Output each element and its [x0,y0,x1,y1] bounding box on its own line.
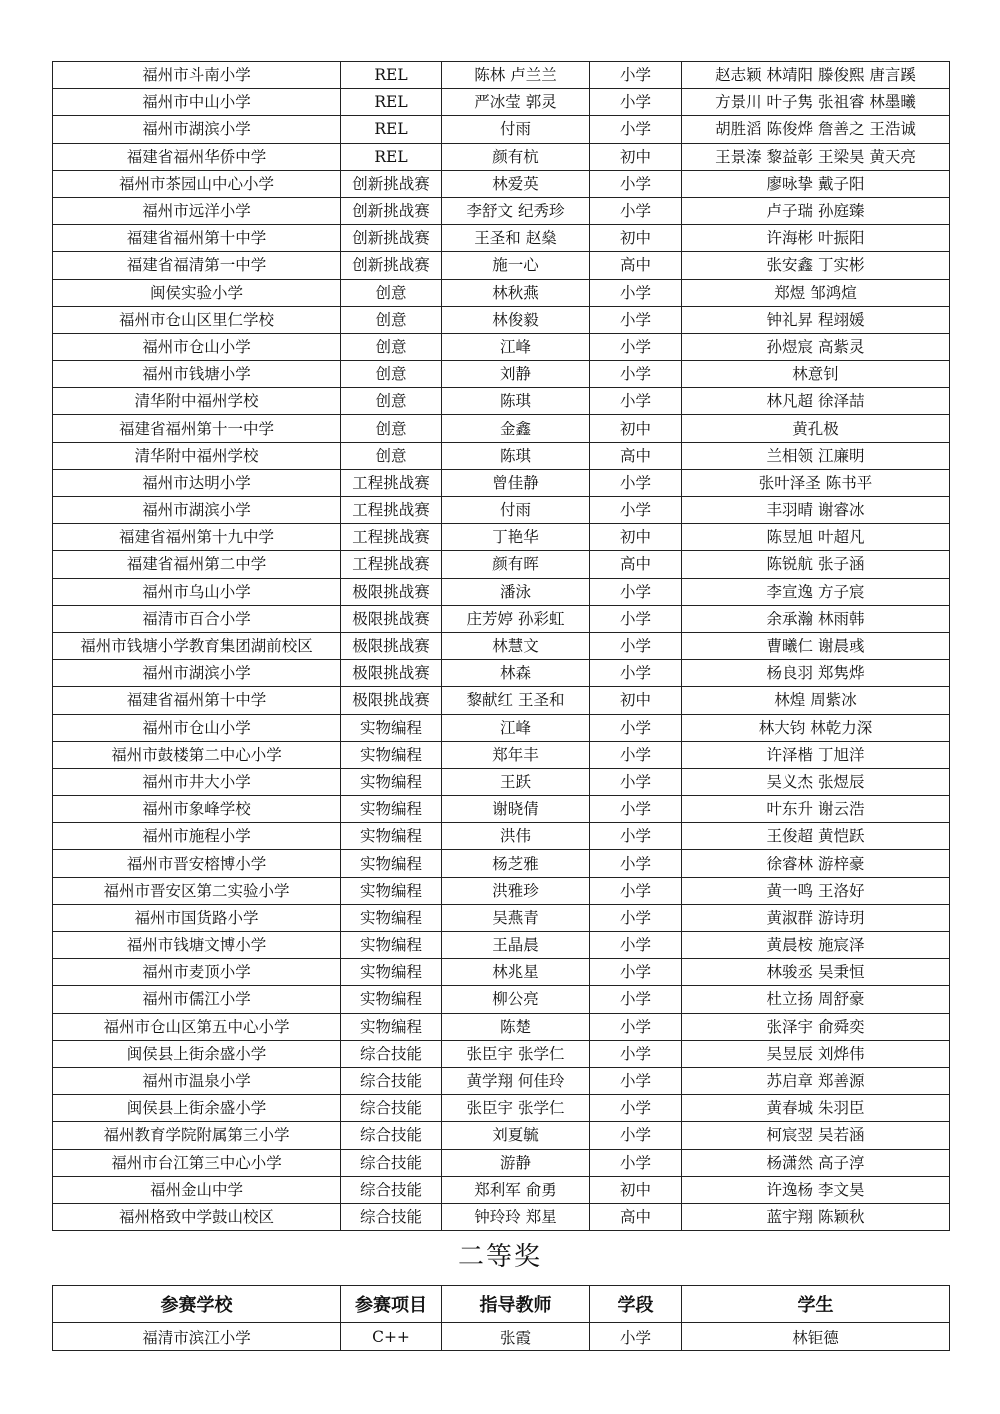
school-cell: 福州市晋安榕博小学 [53,850,341,877]
students-cell: 林煌 周紫冰 [682,687,950,714]
table-row [53,1095,950,1122]
table-row [53,768,950,795]
table-row [53,62,950,89]
students-cell: 吴义杰 张煜辰 [682,768,950,795]
teacher-cell: 谢晓倩 [442,796,590,823]
students-cell: 赵志颖 林靖阳 滕俊熙 唐言蹊 [682,62,950,89]
teacher-cell: 刘静 [442,361,590,388]
teacher-cell: 江峰 [442,714,590,741]
students-cell: 张泽宇 俞舜奕 [682,1013,950,1040]
event-cell: 综合技能 [341,1122,442,1149]
stage-cell: 小学 [590,823,682,850]
stage-cell: 小学 [590,361,682,388]
students-cell: 吴昱辰 刘烨伟 [682,1040,950,1067]
students-cell: 钟礼昇 程翊媛 [682,306,950,333]
table-row [53,361,950,388]
school-cell: 福州市钱塘小学教育集团湖前校区 [53,632,341,659]
students-cell: 林钜德 [682,1323,950,1351]
stage-cell: 小学 [590,850,682,877]
school-cell: 闽侯县上街余盛小学 [53,1040,341,1067]
school-cell: 福州市晋安区第二实验小学 [53,877,341,904]
school-cell: 福州市儒江小学 [53,986,341,1013]
first-prize-table-body [53,62,950,1231]
teacher-cell: 陈琪 [442,442,590,469]
stage-cell: 初中 [590,225,682,252]
event-cell: 实物编程 [341,904,442,931]
students-cell: 曹曦仁 谢晨彧 [682,632,950,659]
event-cell: 实物编程 [341,932,442,959]
school-cell: 福建省福州第十中学 [53,225,341,252]
students-cell: 黄晨桉 施宸泽 [682,932,950,959]
students-cell: 陈昱旭 叶超凡 [682,524,950,551]
students-cell: 林骏丞 吴秉恒 [682,959,950,986]
stage-cell: 小学 [590,1040,682,1067]
event-cell: 综合技能 [341,1040,442,1067]
students-cell: 王景溱 黎益彰 王梁昊 黄天亮 [682,143,950,170]
teacher-cell: 陈楚 [442,1013,590,1040]
students-cell: 徐睿林 游梓豪 [682,850,950,877]
table-row [53,605,950,632]
teacher-cell: 吴燕青 [442,904,590,931]
students-cell: 余承瀚 林雨韩 [682,605,950,632]
table-row [53,442,950,469]
table-row [53,986,950,1013]
students-cell: 许逸杨 李文昊 [682,1176,950,1203]
event-cell: 工程挑战赛 [341,469,442,496]
event-cell: 工程挑战赛 [341,497,442,524]
event-cell: 工程挑战赛 [341,524,442,551]
school-cell: 福州市湖滨小学 [53,497,341,524]
table-row [53,823,950,850]
table-row [53,1122,950,1149]
school-cell: 福州市温泉小学 [53,1067,341,1094]
table-row [53,551,950,578]
school-cell: 福州市麦顶小学 [53,959,341,986]
table-row [53,1149,950,1176]
teacher-cell: 林慧文 [442,632,590,659]
students-cell: 张安鑫 丁实彬 [682,252,950,279]
table-header-row [53,1286,950,1323]
stage-cell: 小学 [590,796,682,823]
stage-cell: 高中 [590,442,682,469]
stage-cell: 小学 [590,986,682,1013]
table-row [53,796,950,823]
event-cell: 工程挑战赛 [341,551,442,578]
school-cell: 福清市百合小学 [53,605,341,632]
event-cell: 实物编程 [341,768,442,795]
table-row [53,850,950,877]
teacher-cell: 刘夏毓 [442,1122,590,1149]
header-stage: 学段 [590,1286,682,1323]
table-row [53,578,950,605]
school-cell: 福州市鼓楼第二中心小学 [53,741,341,768]
stage-cell: 小学 [590,578,682,605]
event-cell: 创新挑战赛 [341,170,442,197]
stage-cell: 小学 [590,170,682,197]
students-cell: 王俊超 黄恺跃 [682,823,950,850]
table-row [53,197,950,224]
event-cell: 实物编程 [341,877,442,904]
stage-cell: 小学 [590,1067,682,1094]
teacher-cell: 庄芳婷 孙彩虹 [442,605,590,632]
school-cell: 福建省福州第十中学 [53,687,341,714]
stage-cell: 小学 [590,333,682,360]
students-cell: 黄一鸣 王洛好 [682,877,950,904]
teacher-cell: 张臣宇 张学仁 [442,1040,590,1067]
table-row [53,143,950,170]
stage-cell: 初中 [590,1176,682,1203]
school-cell: 福州市象峰学校 [53,796,341,823]
students-cell: 杜立扬 周舒豪 [682,986,950,1013]
school-cell: 福州市施程小学 [53,823,341,850]
school-cell: 福州市钱塘小学 [53,361,341,388]
teacher-cell: 钟玲玲 郑星 [442,1203,590,1230]
table-row [53,632,950,659]
school-cell: 福州市湖滨小学 [53,660,341,687]
table-row [53,225,950,252]
header-teacher: 指导教师 [442,1286,590,1323]
school-cell: 福州市台江第三中心小学 [53,1149,341,1176]
school-cell: 清华附中福州学校 [53,442,341,469]
event-cell: REL [341,143,442,170]
table-row [53,252,950,279]
stage-cell: 小学 [590,959,682,986]
stage-cell: 小学 [590,768,682,795]
event-cell: 实物编程 [341,986,442,1013]
students-cell: 陈锐航 张子涵 [682,551,950,578]
school-cell: 福州市仓山小学 [53,333,341,360]
school-cell: 福州市国货路小学 [53,904,341,931]
event-cell: 创新挑战赛 [341,252,442,279]
stage-cell: 小学 [590,932,682,959]
students-cell: 杨良羽 郑隽烨 [682,660,950,687]
school-cell: 闽侯县上街余盛小学 [53,1095,341,1122]
stage-cell: 小学 [590,1013,682,1040]
school-cell: 福州市井大小学 [53,768,341,795]
event-cell: 创意 [341,361,442,388]
table-row [53,1013,950,1040]
table-row [53,279,950,306]
students-cell: 林凡超 徐泽喆 [682,388,950,415]
event-cell: 创意 [341,306,442,333]
school-cell: 闽侯实验小学 [53,279,341,306]
table-row [53,687,950,714]
school-cell: 福建省福州第十一中学 [53,415,341,442]
table-row [53,1203,950,1230]
school-cell: 福州市乌山小学 [53,578,341,605]
stage-cell: 小学 [590,62,682,89]
event-cell: 综合技能 [341,1203,442,1230]
students-cell: 杨潇然 高子淳 [682,1149,950,1176]
students-cell: 林大钧 林乾力深 [682,714,950,741]
stage-cell: 小学 [590,660,682,687]
table-row [53,932,950,959]
event-cell: 创意 [341,333,442,360]
event-cell: 创意 [341,442,442,469]
stage-cell: 小学 [590,877,682,904]
event-cell: 实物编程 [341,1013,442,1040]
students-cell: 苏启章 郑善源 [682,1067,950,1094]
school-cell: 清华附中福州学校 [53,388,341,415]
table-row [53,89,950,116]
stage-cell: 小学 [590,1122,682,1149]
stage-cell: 高中 [590,551,682,578]
students-cell: 林意钊 [682,361,950,388]
school-cell: 福州格致中学鼓山校区 [53,1203,341,1230]
stage-cell: 小学 [590,497,682,524]
event-cell: 极限挑战赛 [341,687,442,714]
event-cell: REL [341,89,442,116]
stage-cell: 小学 [590,197,682,224]
school-cell: 福州市钱塘文博小学 [53,932,341,959]
school-cell: 福建省福州第十九中学 [53,524,341,551]
teacher-cell: 陈琪 [442,388,590,415]
table-row [53,959,950,986]
stage-cell: 小学 [590,1095,682,1122]
first-prize-table [52,61,950,1231]
students-cell: 李宣逸 方子宸 [682,578,950,605]
event-cell: 实物编程 [341,959,442,986]
students-cell: 廖咏挚 戴子阳 [682,170,950,197]
event-cell: 创新挑战赛 [341,197,442,224]
students-cell: 黄淑群 游诗玥 [682,904,950,931]
teacher-cell: 江峰 [442,333,590,360]
school-cell: 福建省福州华侨中学 [53,143,341,170]
students-cell: 黄孔极 [682,415,950,442]
stage-cell: 小学 [590,714,682,741]
students-cell: 张叶泽圣 陈书平 [682,469,950,496]
students-cell: 孙煜宸 高紫灵 [682,333,950,360]
stage-cell: 小学 [590,306,682,333]
students-cell: 胡胜滔 陈俊烨 詹善之 王浩诚 [682,116,950,143]
event-cell: 极限挑战赛 [341,660,442,687]
school-cell: 福州市湖滨小学 [53,116,341,143]
teacher-cell: 施一心 [442,252,590,279]
stage-cell: 小学 [590,89,682,116]
teacher-cell: 丁艳华 [442,524,590,551]
school-cell: 福州市达明小学 [53,469,341,496]
stage-cell: 高中 [590,1203,682,1230]
teacher-cell: 黎献红 王圣和 [442,687,590,714]
event-cell: 实物编程 [341,823,442,850]
teacher-cell: 潘泳 [442,578,590,605]
event-cell: 综合技能 [341,1149,442,1176]
teacher-cell: 曾佳静 [442,469,590,496]
event-cell: 综合技能 [341,1176,442,1203]
stage-cell: 小学 [590,605,682,632]
students-cell: 方景川 叶子隽 张祖睿 林墨曦 [682,89,950,116]
students-cell: 许海彬 叶振阳 [682,225,950,252]
teacher-cell: 林秋燕 [442,279,590,306]
students-cell: 郑煜 邹鸿煊 [682,279,950,306]
school-cell: 福州金山中学 [53,1176,341,1203]
event-cell: 极限挑战赛 [341,605,442,632]
teacher-cell: 李舒文 纪秀珍 [442,197,590,224]
school-cell: 福州市斗南小学 [53,62,341,89]
event-cell: 极限挑战赛 [341,578,442,605]
students-cell: 丰羽晴 谢睿冰 [682,497,950,524]
teacher-cell: 郑利军 俞勇 [442,1176,590,1203]
table-row [53,660,950,687]
teacher-cell: 陈林 卢兰兰 [442,62,590,89]
table-row [53,116,950,143]
students-cell: 黄春城 朱羽臣 [682,1095,950,1122]
stage-cell: 小学 [590,388,682,415]
event-cell: 实物编程 [341,850,442,877]
stage-cell: 小学 [590,116,682,143]
teacher-cell: 颜有晖 [442,551,590,578]
school-cell: 福州市中山小学 [53,89,341,116]
stage-cell: 初中 [590,687,682,714]
students-cell: 叶东升 谢云浩 [682,796,950,823]
teacher-cell: 付雨 [442,497,590,524]
teacher-cell: 林俊毅 [442,306,590,333]
students-cell: 蓝宇翔 陈颖秋 [682,1203,950,1230]
header-event: 参赛项目 [341,1286,442,1323]
event-cell: 综合技能 [341,1067,442,1094]
stage-cell: 初中 [590,524,682,551]
stage-cell: 初中 [590,143,682,170]
stage-cell: 初中 [590,415,682,442]
table-row [53,388,950,415]
event-cell: REL [341,116,442,143]
teacher-cell: 王晶晨 [442,932,590,959]
table-row [53,170,950,197]
header-school: 参赛学校 [53,1286,341,1323]
table-row [53,1323,950,1351]
table-row [53,1067,950,1094]
teacher-cell: 付雨 [442,116,590,143]
school-cell: 福州教育学院附属第三小学 [53,1122,341,1149]
second-prize-table-body [53,1323,950,1351]
table-row [53,1040,950,1067]
stage-cell: 小学 [590,741,682,768]
table-row [53,497,950,524]
teacher-cell: 颜有杭 [442,143,590,170]
event-cell: 综合技能 [341,1095,442,1122]
school-cell: 福州市仓山小学 [53,714,341,741]
teacher-cell: 游静 [442,1149,590,1176]
stage-cell: 小学 [590,904,682,931]
teacher-cell: 王跃 [442,768,590,795]
students-cell: 柯宸翌 吴若涵 [682,1122,950,1149]
header-students: 学生 [682,1286,950,1323]
event-cell: C++ [341,1323,442,1351]
event-cell: 创新挑战赛 [341,225,442,252]
teacher-cell: 林爱英 [442,170,590,197]
table-row [53,469,950,496]
table-row [53,904,950,931]
school-cell: 福州市茶园山中心小学 [53,170,341,197]
school-cell: 福州市仓山区第五中心小学 [53,1013,341,1040]
students-cell: 兰相领 江廉明 [682,442,950,469]
school-cell: 福州市仓山区里仁学校 [53,306,341,333]
teacher-cell: 严冰莹 郭灵 [442,89,590,116]
teacher-cell: 杨芝雅 [442,850,590,877]
event-cell: REL [341,62,442,89]
stage-cell: 小学 [590,469,682,496]
event-cell: 创意 [341,415,442,442]
stage-cell: 小学 [590,279,682,306]
event-cell: 实物编程 [341,796,442,823]
stage-cell: 小学 [590,1149,682,1176]
table-row [53,306,950,333]
stage-cell: 小学 [590,632,682,659]
event-cell: 实物编程 [341,714,442,741]
stage-cell: 高中 [590,252,682,279]
table-row [53,333,950,360]
teacher-cell: 黄学翔 何佳玲 [442,1067,590,1094]
table-row [53,524,950,551]
teacher-cell: 洪雅珍 [442,877,590,904]
teacher-cell: 柳公亮 [442,986,590,1013]
school-cell: 福建省福清第一中学 [53,252,341,279]
section-title: 二等奖 [457,1242,542,1272]
students-cell: 许泽楷 丁旭洋 [682,741,950,768]
table-row [53,741,950,768]
table-row [53,877,950,904]
teacher-cell: 金鑫 [442,415,590,442]
second-prize-table [52,1285,950,1351]
students-cell: 卢子瑞 孙庭臻 [682,197,950,224]
table-row [53,714,950,741]
table-row [53,1176,950,1203]
teacher-cell: 王圣和 赵燊 [442,225,590,252]
teacher-cell: 林兆星 [442,959,590,986]
stage-cell: 小学 [590,1323,682,1351]
teacher-cell: 张臣宇 张学仁 [442,1095,590,1122]
teacher-cell: 郑年丰 [442,741,590,768]
school-cell: 福清市滨江小学 [53,1323,341,1351]
event-cell: 创意 [341,388,442,415]
teacher-cell: 张霞 [442,1323,590,1351]
event-cell: 实物编程 [341,741,442,768]
teacher-cell: 林森 [442,660,590,687]
school-cell: 福建省福州第二中学 [53,551,341,578]
event-cell: 极限挑战赛 [341,632,442,659]
event-cell: 创意 [341,279,442,306]
table-row [53,415,950,442]
teacher-cell: 洪伟 [442,823,590,850]
school-cell: 福州市远洋小学 [53,197,341,224]
